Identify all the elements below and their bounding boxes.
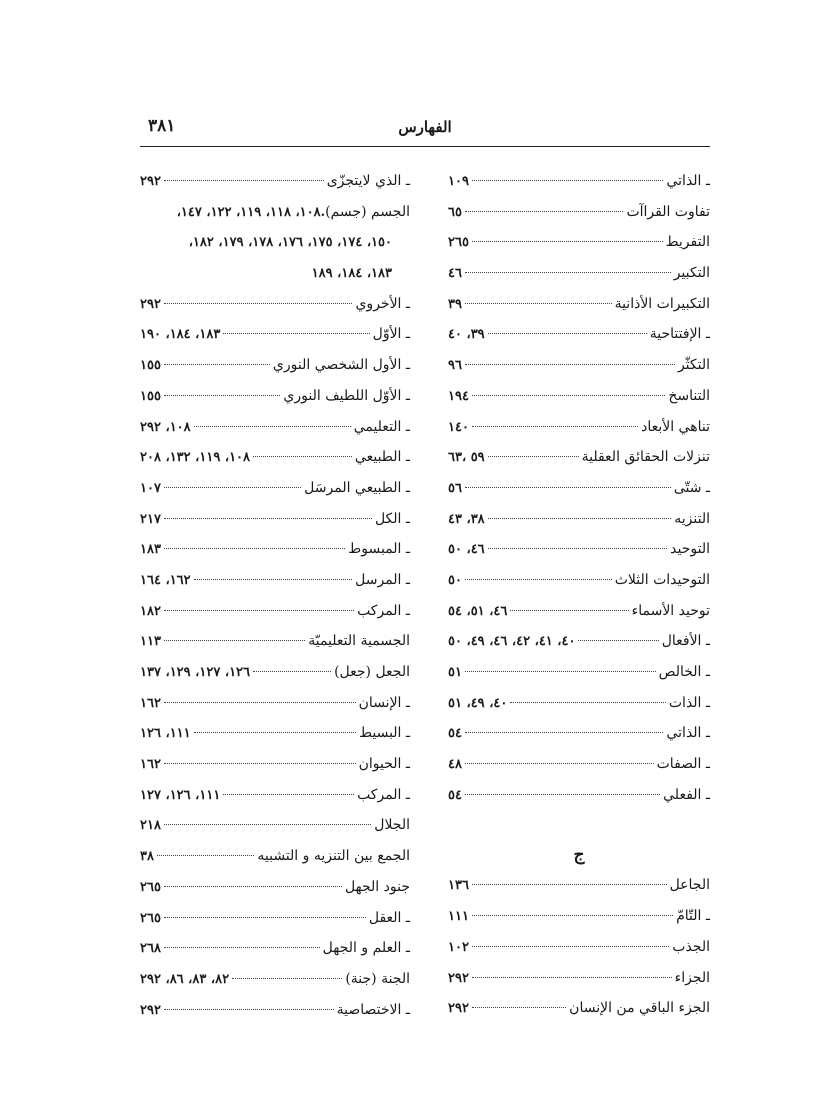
page-refs: ١٦٢، ١٦٤	[140, 572, 191, 588]
dot-leader	[510, 702, 666, 703]
index-entry	[448, 963, 710, 994]
index-entry	[140, 565, 410, 596]
dot-leader	[223, 794, 354, 795]
index-term: ـ الأوّل	[372, 326, 410, 343]
index-entry	[140, 657, 410, 688]
dot-leader	[578, 640, 658, 641]
page-refs: .١٠٨، ١١٨، ١١٩، ١٢٢، ١٤٧،	[176, 204, 326, 220]
index-entry	[140, 964, 410, 995]
dot-leader	[164, 487, 301, 488]
header-rule	[140, 146, 710, 147]
dot-leader	[472, 946, 669, 947]
page-refs: ٩٦	[448, 358, 462, 374]
index-term: ـ الخالص	[658, 664, 710, 680]
index-entry	[140, 442, 410, 473]
page-header	[140, 116, 710, 144]
index-term: ـ المركب	[357, 602, 410, 619]
dot-leader	[465, 303, 612, 304]
index-term: ـ الاختصاصية	[336, 1001, 410, 1018]
dot-leader	[164, 610, 354, 611]
dot-leader	[223, 333, 369, 334]
index-term: التفريط	[665, 234, 710, 251]
index-entry	[140, 350, 410, 381]
page-refs: ٢٦٥	[140, 879, 161, 895]
dot-leader	[157, 855, 254, 856]
dot-leader	[472, 426, 638, 427]
index-entry	[448, 870, 710, 901]
page-refs: ٣٨، ٤٣	[448, 511, 485, 527]
section-letter: ج	[573, 845, 585, 866]
page-refs: ١١١	[448, 909, 469, 925]
index-term: ـ المرسل	[355, 571, 410, 588]
index-term: ـ الذاتي	[666, 725, 710, 742]
index-term: ـ الإنسان	[358, 694, 410, 711]
index-entry	[140, 688, 410, 719]
page-refs: ١٨٣، ١٨٤، ١٨٩	[311, 266, 392, 282]
index-term: ـ الفعلي	[663, 786, 710, 803]
dot-leader	[164, 947, 320, 948]
index-entry	[140, 718, 410, 749]
page-refs: ٣٨	[140, 849, 154, 865]
index-term: ـ الصفات	[656, 756, 710, 773]
page-refs: ٤٠، ٤٩، ٥١	[448, 695, 508, 711]
dot-leader	[465, 794, 660, 795]
index-entry	[140, 412, 410, 443]
page-refs: ١٠٩	[448, 174, 469, 189]
page-refs: ٤٦، ٥١، ٥٤	[448, 603, 508, 619]
dot-leader	[164, 886, 342, 887]
dot-leader	[472, 241, 663, 242]
index-entry	[448, 504, 710, 535]
dot-leader	[465, 763, 654, 764]
page-refs: ١٠٨، ١١٩، ١٣٢، ٢٠٨	[140, 450, 251, 466]
index-entry	[448, 718, 710, 749]
dot-leader	[465, 579, 612, 580]
dot-leader	[164, 548, 345, 549]
page-refs: ١٣٦	[448, 878, 469, 894]
index-entry	[448, 289, 710, 320]
dot-leader	[164, 518, 372, 519]
index-entry	[448, 166, 710, 197]
index-term: جنود الجهل	[344, 878, 410, 895]
index-term: ـ البسيط	[359, 725, 410, 742]
page-refs: ٥٤	[448, 726, 462, 742]
dot-leader	[465, 487, 671, 488]
index-entry	[448, 626, 710, 657]
index-term: الجزء الباقي من الإنسان	[569, 1000, 710, 1017]
dot-leader	[465, 211, 623, 212]
index-entry	[140, 197, 410, 228]
dot-leader	[194, 579, 353, 580]
dot-leader	[465, 671, 656, 672]
index-entry	[140, 626, 410, 657]
index-entry	[140, 841, 410, 872]
index-entry-continuation	[140, 227, 410, 258]
page-refs: ٨٢، ٨٣، ٨٦، ٢٩٢	[140, 971, 230, 987]
page-refs: ٢٩٢	[140, 1002, 161, 1018]
dot-leader	[488, 518, 672, 519]
page-refs: ٢٦٥	[140, 910, 161, 926]
page-refs: ١٥٥	[140, 388, 161, 404]
index-entry	[140, 289, 410, 320]
dot-leader	[164, 364, 270, 365]
index-term: التوحيد	[670, 541, 710, 558]
dot-leader	[488, 548, 667, 549]
index-term: توحيد الأسماء	[631, 602, 710, 619]
index-entry	[448, 993, 710, 1024]
page-refs: ٢٦٥	[448, 235, 469, 251]
index-entry	[448, 197, 710, 228]
dot-leader	[510, 610, 628, 611]
index-entry	[140, 810, 410, 841]
index-term: ـ العلم و الجهل	[322, 940, 410, 957]
index-term: التكثّر	[677, 357, 710, 374]
index-term: ـ الأفعال	[661, 633, 710, 650]
page-refs: ٤٦، ٥٠	[448, 542, 485, 558]
dot-leader	[488, 333, 647, 334]
index-term: الجسم (جسم)	[325, 203, 410, 220]
dot-leader	[253, 671, 331, 672]
index-term: ـ شتّى	[673, 479, 710, 496]
page-refs: ١٠٢	[448, 939, 469, 955]
page-refs: ١٠٨، ٢٩٢	[140, 419, 191, 435]
dot-leader	[488, 456, 579, 457]
index-term: ـ التعليمي	[353, 418, 410, 435]
index-entry	[140, 903, 410, 934]
index-term: الجعل (جعل)	[334, 664, 410, 680]
page-refs: ١١١، ١٢٦	[140, 726, 191, 742]
dot-leader	[472, 1007, 566, 1008]
dot-leader	[164, 640, 305, 641]
page-refs: ١٠٧	[140, 480, 161, 496]
index-entry	[140, 534, 410, 565]
dot-leader	[472, 915, 673, 916]
dot-leader	[232, 978, 342, 979]
index-entry	[448, 932, 710, 963]
index-entry	[140, 872, 410, 903]
page-refs: ٥٤	[448, 787, 462, 803]
dot-leader	[472, 180, 664, 181]
index-term: التنزيه	[674, 510, 710, 527]
index-entry	[448, 258, 710, 289]
page-refs: ١٩٤	[448, 388, 469, 404]
dot-leader	[164, 395, 280, 396]
dot-leader	[465, 272, 671, 273]
index-entry	[448, 534, 710, 565]
index-term: التكبيرات الأذانية	[614, 295, 710, 312]
index-entry	[140, 749, 410, 780]
dot-leader	[253, 456, 352, 457]
dot-leader	[164, 824, 371, 825]
index-term: تفاوت القراآت	[626, 203, 710, 220]
index-entry	[448, 780, 710, 811]
index-entry	[448, 596, 710, 627]
page-refs: ٢٩٢	[140, 296, 161, 312]
page-refs: ٥٦	[448, 480, 462, 496]
index-term: التوحيدات الثلاث	[614, 571, 710, 588]
index-entry	[140, 504, 410, 535]
index-entry	[140, 166, 410, 197]
index-term: الجنة (جنة)	[345, 970, 410, 987]
index-term: ـ الذاتي	[666, 173, 710, 189]
index-entry	[448, 565, 710, 596]
page-number: ٣٨١	[148, 116, 176, 136]
index-term: ـ الإفتتاحية	[649, 326, 710, 343]
index-term: تنزلات الحقائق العقلية	[581, 449, 710, 466]
page-refs: ٥١	[448, 665, 462, 680]
index-term: الجسمية التعليميّة	[308, 633, 410, 650]
index-term: تناهي الأبعاد	[641, 418, 710, 435]
index-term: الجذب	[672, 938, 710, 955]
index-term: الجزاء	[674, 969, 710, 986]
dot-leader	[472, 977, 672, 978]
page-refs: ١١١، ١٢٦، ١٢٧	[140, 787, 221, 803]
page-refs: ٥٩ ،٦٣	[448, 450, 485, 466]
index-term: الجاعل	[669, 877, 710, 894]
index-term: ـ الذات	[668, 694, 710, 711]
index-term: ـ الحيوان	[358, 756, 410, 773]
index-entry	[448, 319, 710, 350]
index-term: ـ الأخروي	[355, 295, 410, 312]
page-refs: ١٥٠، ١٧٤، ١٧٥، ١٧٦، ١٧٨، ١٧٩، ١٨٢،	[188, 235, 392, 251]
page-refs: ١٤٠	[448, 419, 469, 435]
index-entry	[448, 688, 710, 719]
index-term: التناسخ	[668, 387, 710, 404]
page-refs: ١٨٢	[140, 603, 161, 619]
page-refs: ٤٨	[448, 757, 462, 773]
dot-leader	[472, 884, 667, 885]
page-refs: ٢٩٢	[448, 1001, 469, 1017]
page-refs: ١٦٢	[140, 757, 161, 773]
page-refs: ٢٩٢	[448, 970, 469, 986]
page-refs: ٤٠، ٤١، ٤٢، ٤٦، ٤٩، ٥٠	[448, 634, 576, 650]
page-refs: ٢٩٢	[140, 174, 161, 189]
index-entry	[448, 227, 710, 258]
index-term: الجمع بين التنزيه و التشبيه	[257, 848, 410, 865]
index-entry	[448, 442, 710, 473]
index-entry	[448, 381, 710, 412]
index-term: ـ الكل	[374, 510, 410, 527]
index-entry	[448, 657, 710, 688]
running-title: الفهارس	[398, 118, 452, 136]
page-refs: ٢٦٨	[140, 941, 161, 957]
page-refs: ١٢٦، ١٢٧، ١٢٩، ١٣٧	[140, 665, 251, 680]
index-entry	[140, 995, 410, 1026]
index-column-right	[448, 166, 710, 1024]
dot-leader	[164, 763, 356, 764]
index-term: الجلال	[374, 817, 410, 834]
index-term: ـ الأوّل اللطيف النوري	[283, 387, 410, 404]
dot-leader	[164, 702, 356, 703]
dot-leader	[194, 732, 356, 733]
page-refs: ٣٩، ٤٠	[448, 327, 485, 343]
page-refs: ١٨٣، ١٨٤، ١٩٠	[140, 327, 221, 343]
dot-leader	[164, 180, 324, 181]
index-term: ـ الأول الشخصي النوري	[272, 357, 410, 374]
page-refs: ١١٣	[140, 634, 161, 650]
page-refs: ٦٥	[448, 204, 462, 220]
page-refs: ٥٠	[448, 572, 462, 588]
index-entry	[140, 933, 410, 964]
page-refs: ١٥٥	[140, 358, 161, 374]
dot-leader	[465, 732, 664, 733]
index-entry-continuation	[140, 258, 410, 289]
index-entry	[448, 749, 710, 780]
index-entry	[140, 473, 410, 504]
dot-leader	[164, 917, 366, 918]
index-term: ـ المبسوط	[348, 541, 410, 558]
index-term: التكبير	[673, 265, 710, 282]
page-refs: ٣٩	[448, 296, 462, 312]
index-term: ـ المركب	[357, 786, 410, 803]
dot-leader	[472, 395, 665, 396]
page-refs: ٢١٧	[140, 511, 161, 527]
page-refs: ٢١٨	[140, 818, 161, 834]
index-entry	[140, 780, 410, 811]
page-refs: ١٦٢	[140, 695, 161, 711]
index-term: ـ الذي لايتجزّى	[326, 173, 410, 189]
index-entry	[140, 381, 410, 412]
index-term: ـ التّامّ	[676, 908, 710, 925]
dot-leader	[194, 426, 351, 427]
index-entry	[448, 473, 710, 504]
index-entry	[140, 596, 410, 627]
index-entry	[140, 319, 410, 350]
section-gap	[448, 810, 710, 840]
index-term: ـ الطبيعي المرسَل	[304, 479, 410, 496]
index-entry	[448, 412, 710, 443]
page-refs: ٤٦	[448, 266, 462, 282]
index-entry	[448, 901, 710, 932]
index-term: ـ العقل	[368, 909, 410, 926]
dot-leader	[164, 1009, 334, 1010]
index-term: ـ الطبيعي	[354, 449, 410, 466]
page-refs: ١٨٣	[140, 542, 161, 558]
dot-leader	[465, 364, 675, 365]
dot-leader	[164, 303, 353, 304]
index-entry	[448, 350, 710, 381]
index-column-left	[140, 166, 410, 1025]
